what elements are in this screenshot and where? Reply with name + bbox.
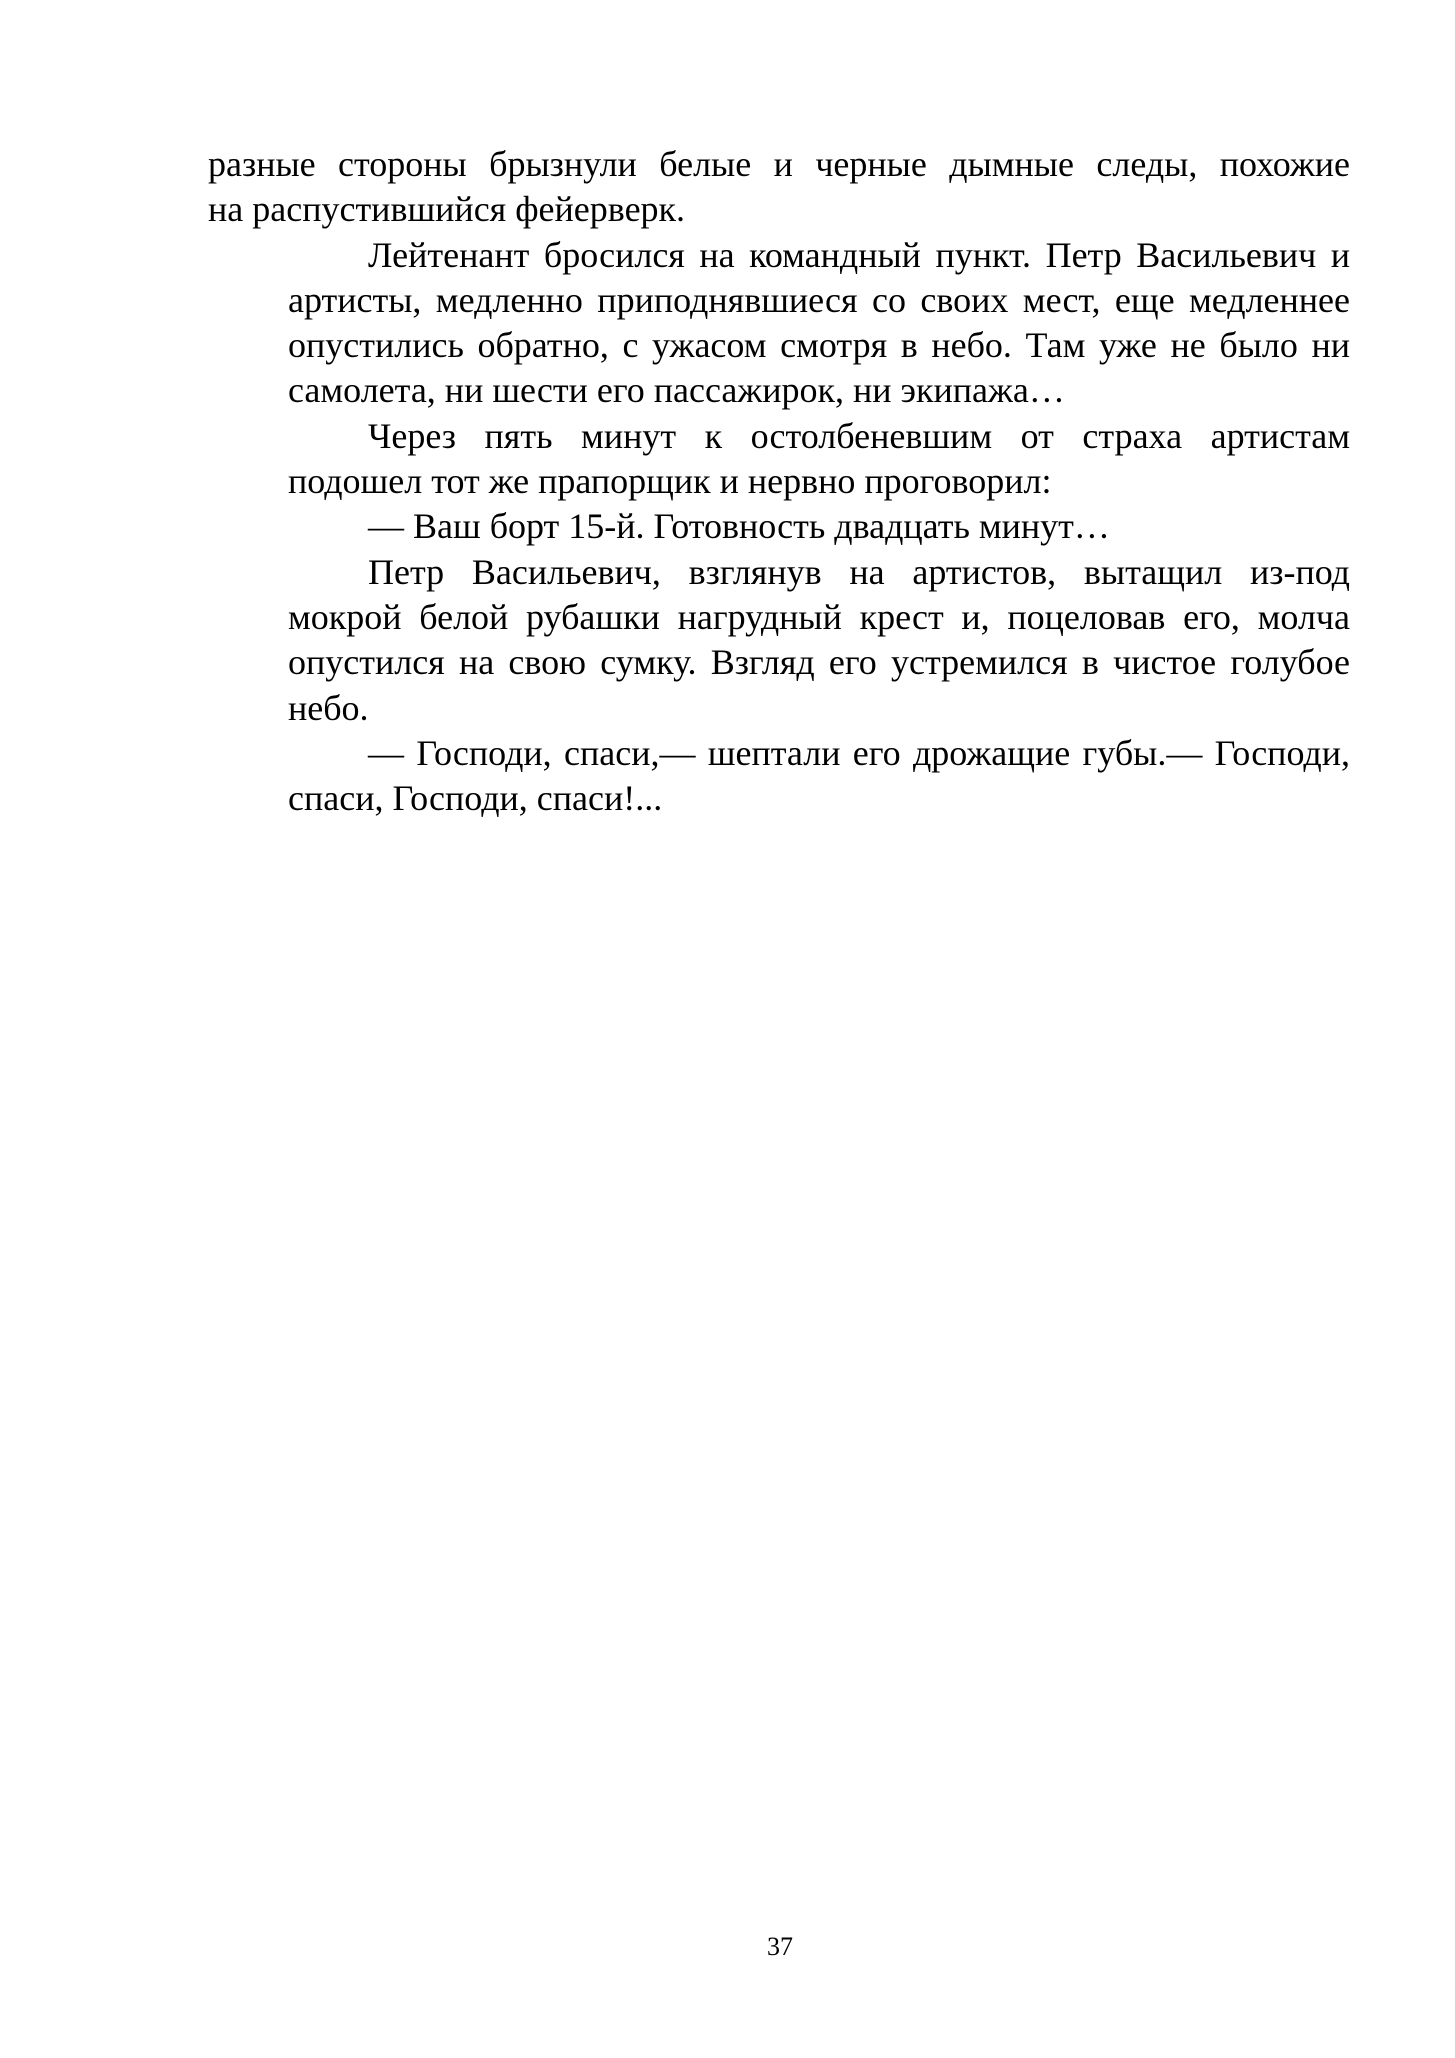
paragraph-5	[208, 550, 1350, 731]
text-line: опустились обратно, с ужасом смотря в небо. Там уже не было ни	[288, 325, 1350, 366]
paragraph-1	[208, 142, 1350, 233]
body-text	[208, 142, 1350, 821]
text-line: спаси, Господи, спаси!...	[288, 778, 663, 819]
text-line: артисты, медленно приподнявшиеся со своих мест, еще медленнее	[288, 279, 1350, 320]
paragraph-6	[208, 731, 1350, 822]
text-line: — Господи, спаси,— шептали его дрожащие губы.— Господи,	[368, 732, 1350, 773]
text-line: разные стороны брызнули белые и черные дымные следы, похожие	[208, 144, 1350, 184]
text-line: Лейтенант бросился на командный пункт. Петр Васильевич и	[368, 234, 1350, 275]
text-line: на распустившийся фейерверк.	[208, 189, 686, 230]
text-line: самолета, ни шести его пассажирок, ни экипажа…	[288, 370, 1065, 411]
text-line: опустился на свою сумку. Взгляд его устремился в чистое голубое	[288, 642, 1350, 683]
text-line: мокрой белой рубашки нагрудный крест и, поцеловав его, молча	[288, 596, 1350, 637]
text-line: — Ваш борт 15-й. Готовность двадцать минут…	[368, 506, 1110, 547]
text-line: Через пять минут к остолбеневшим от страха артистам	[368, 415, 1350, 456]
page-number: 37	[767, 1932, 793, 1961]
text-line: подошел тот же прапорщик и нервно проговорил:	[288, 461, 1052, 502]
paragraph-3	[208, 414, 1350, 505]
paragraph-4	[208, 504, 1350, 549]
text-line: Петр Васильевич, взглянув на артистов, вытащил из-под	[368, 551, 1350, 592]
paragraph-2	[208, 233, 1350, 414]
text-line: небо.	[288, 687, 369, 728]
